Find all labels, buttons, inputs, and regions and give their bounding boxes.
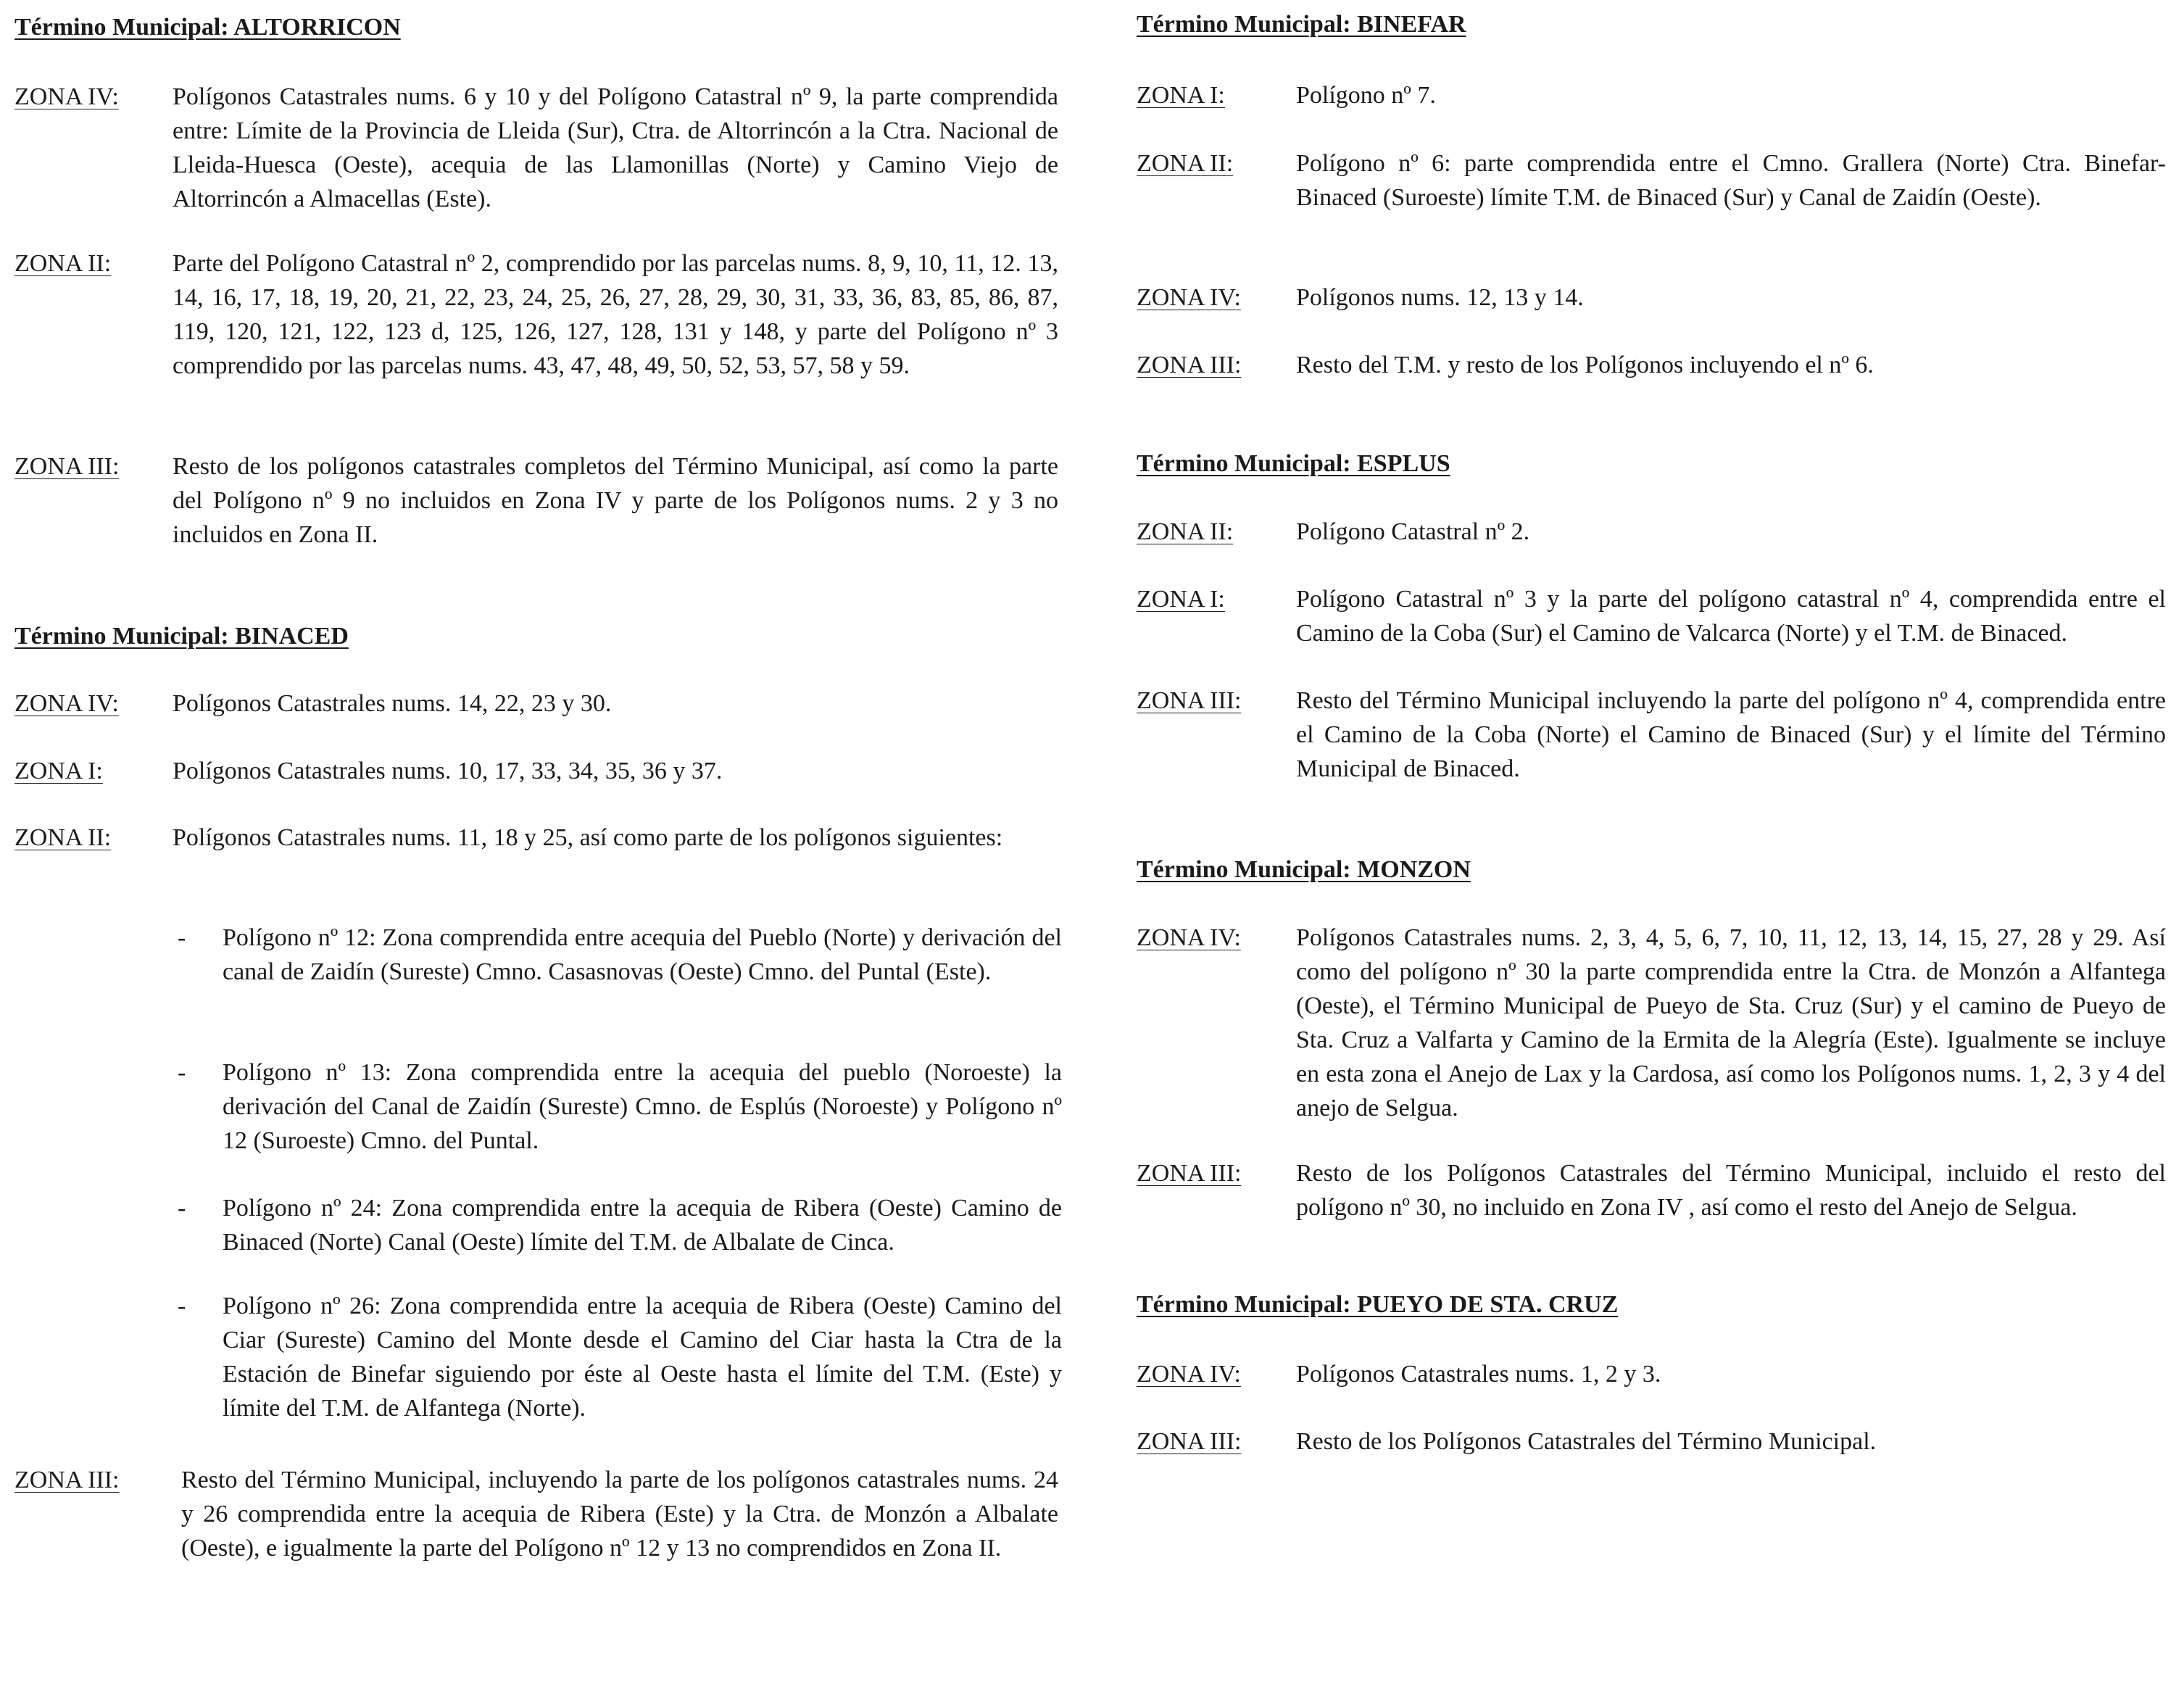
zone-label: ZONA III:: [14, 1467, 120, 1493]
list-dash: -: [178, 1195, 186, 1222]
zone-description: Polígonos nums. 12, 13 y 14.: [1296, 284, 1584, 311]
list-dash: -: [178, 1293, 186, 1319]
subitem-text: Polígono nº 26: Zona comprendida entre la acequia de Ribera (Oeste) Camino del Ciar (Sureste) Camino del Monte desde el Camino del Ciar hasta la Ctra de la Estación de Binefar siguiendo por éste al Oeste hasta el límite del T.M. (Este) y límite del T.M. de Alfantega (Norte).: [223, 1293, 1062, 1422]
zone-description: Polígonos Catastrales nums. 14, 22, 23 y 30.: [173, 690, 612, 717]
zone-description: Polígono Catastral nº 2.: [1296, 518, 1530, 545]
zone-label: ZONA II:: [1137, 150, 1234, 177]
zone-label: ZONA IV:: [1137, 924, 1241, 951]
zone-label: ZONA III:: [1137, 1428, 1242, 1455]
subitem-text: Polígono nº 24: Zona comprendida entre la acequia de Ribera (Oeste) Camino de Binaced (Norte) Canal (Oeste) límite del T.M. de Albalate de Cinca.: [223, 1195, 1062, 1256]
zone-description: Polígonos Catastrales nums. 6 y 10 y del Polígono Catastral nº 9, la parte comprendida entre: Límite de la Provincia de Lleida (Sur), Ctra. de Altorrincón a la Ctra. Nacional de Lleida-Huesca (Oeste), acequia de las Llamonillas (Norte) y Camino Viejo de Altorrincón a Almacellas (Este).: [173, 83, 1058, 212]
zone-label: ZONA III:: [1137, 687, 1242, 714]
section-title-altorricon: Término Municipal: ALTORRICON: [14, 14, 401, 41]
zone-description: Polígonos Catastrales nums. 1, 2 y 3.: [1296, 1361, 1661, 1388]
zone-label: ZONA I:: [1137, 586, 1225, 613]
zone-description: Polígonos Catastrales nums. 2, 3, 4, 5, 6, 7, 10, 11, 12, 13, 14, 15, 27, 28 y 29. Así como del polígono nº 30 la parte comprendida entre la Ctra. de Monzón a Alfantega (Oeste), el Término Municipal de Pueyo de Sta. Cruz (Sur) y el camino de Pueyo de Sta. Cruz a Valfarta y Camino de la Ermita de la Alegría (Este). Igualmente se incluye en esta zona el Anejo de Lax y la Cardosa, así como los Polígonos nums. 1, 2, 3 y 4 del anejo de Selgua.: [1296, 924, 2166, 1121]
section-title-binefar: Término Municipal: BINEFAR: [1137, 11, 1466, 38]
zone-label: ZONA IV:: [14, 83, 119, 110]
zone-label: ZONA IV:: [1137, 1361, 1241, 1388]
section-title-pueyo: Término Municipal: PUEYO DE STA. CRUZ: [1137, 1291, 1619, 1318]
zone-label: ZONA I:: [1137, 82, 1225, 109]
zone-description: Polígonos Catastrales nums. 11, 18 y 25, así como parte de los polígonos siguientes:: [173, 824, 1003, 851]
zone-description: Resto de los polígonos catastrales completos del Término Municipal, así como la parte del Polígono nº 9 no incluidos en Zona IV y parte de los Polígonos nums. 2 y 3 no incluidos en Zona II.: [173, 453, 1058, 548]
zone-description: Resto de los Polígonos Catastrales del Término Municipal, incluido el resto del polígono nº 30, no incluido en Zona IV , así como el resto del Anejo de Selgua.: [1296, 1160, 2166, 1221]
zone-label: ZONA II:: [1137, 518, 1234, 545]
list-dash: -: [178, 1059, 186, 1086]
zone-description: Resto del Término Municipal, incluyendo la parte de los polígonos catastrales nums. 24 y 26 comprendida entre la acequia de Ribera (Este) y la Ctra. de Monzón a Albalate (Oeste), e igualmente la parte del Polígono nº 12 y 13 no comprendidos en Zona II.: [181, 1467, 1058, 1562]
zone-description: Resto de los Polígonos Catastrales del Término Municipal.: [1296, 1428, 1877, 1455]
zone-label: ZONA IV:: [14, 690, 119, 717]
zone-description: Resto del T.M. y resto de los Polígonos incluyendo el nº 6.: [1296, 352, 1874, 378]
zone-label: ZONA III:: [1137, 352, 1242, 378]
zone-description: Polígono nº 7.: [1296, 82, 1436, 109]
section-title-esplus: Término Municipal: ESPLUS: [1137, 450, 1450, 477]
subitem-text: Polígono nº 13: Zona comprendida entre la acequia del pueblo (Noroeste) la derivación del Canal de Zaidín (Sureste) Cmno. de Esplús (Noroeste) y Polígono nº 12 (Suroeste) Cmno. del Puntal.: [223, 1059, 1062, 1154]
zone-label: ZONA III:: [14, 453, 120, 480]
zone-label: ZONA III:: [1137, 1160, 1242, 1187]
zone-description: Polígono nº 6: parte comprendida entre el Cmno. Grallera (Norte) Ctra. Binefar-Binaced (Suroeste) límite T.M. de Binaced (Sur) y Canal de Zaidín (Oeste).: [1296, 150, 2166, 211]
zone-description: Polígonos Catastrales nums. 10, 17, 33, 34, 35, 36 y 37.: [173, 758, 723, 784]
zone-label: ZONA II:: [14, 824, 112, 851]
list-dash: -: [178, 924, 186, 951]
zone-label: ZONA IV:: [1137, 284, 1241, 311]
zone-description: Resto del Término Municipal incluyendo la parte del polígono nº 4, comprendida entre el Camino de la Coba (Norte) el Camino de Binaced (Sur) y el límite del Término Municipal de Binaced.: [1296, 687, 2166, 782]
section-title-binaced: Término Municipal: BINACED: [14, 623, 349, 650]
zone-description: Polígono Catastral nº 3 y la parte del polígono catastral nº 4, comprendida entre el Camino de la Coba (Sur) el Camino de Valcarca (Norte) y el T.M. de Binaced.: [1296, 586, 2166, 647]
zone-description: Parte del Polígono Catastral nº 2, comprendido por las parcelas nums. 8, 9, 10, 11, 12. 13, 14, 16, 17, 18, 19, 20, 21, 22, 23, 24, 25, 26, 27, 28, 29, 30, 31, 33, 36, 83, 85, 86, 87, 119, 120, 121, 122, 123 d, 125, 126, 127, 128, 131 y 148, y parte del Polígono nº 3 comprendido por las parcelas nums. 43, 47, 48, 49, 50, 52, 53, 57, 58 y 59.: [173, 250, 1058, 379]
subitem-text: Polígono nº 12: Zona comprendida entre acequia del Pueblo (Norte) y derivación del canal de Zaidín (Sureste) Cmno. Casasnovas (Oeste) Cmno. del Puntal (Este).: [223, 924, 1062, 985]
zone-label: ZONA I:: [14, 758, 103, 784]
zone-label: ZONA II:: [14, 250, 112, 277]
section-title-monzon: Término Municipal: MONZON: [1137, 856, 1471, 883]
